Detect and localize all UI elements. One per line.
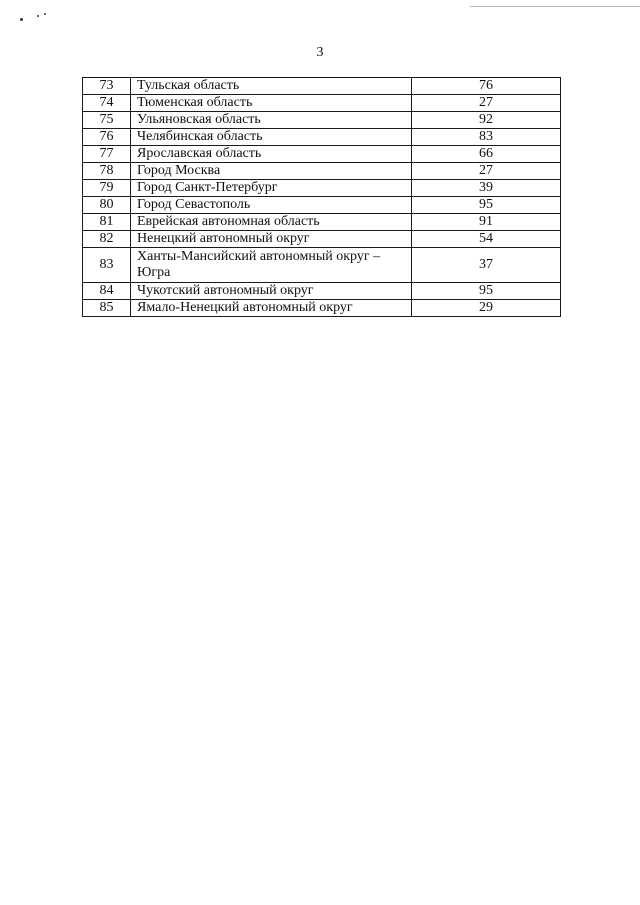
row-number: 82 bbox=[83, 231, 131, 248]
region-value: 91 bbox=[412, 214, 561, 231]
table-row bbox=[83, 248, 561, 283]
row-number: 74 bbox=[83, 95, 131, 112]
table-row bbox=[83, 214, 561, 231]
region-name: Город Москва bbox=[131, 163, 412, 180]
table-row bbox=[83, 197, 561, 214]
region-value: 27 bbox=[412, 163, 561, 180]
region-name: Челябинская область bbox=[131, 129, 412, 146]
region-name: Ненецкий автономный округ bbox=[131, 231, 412, 248]
row-number: 85 bbox=[83, 300, 131, 317]
region-value: 83 bbox=[412, 129, 561, 146]
table-row bbox=[83, 112, 561, 129]
page-number: 3 bbox=[316, 45, 324, 60]
table-row bbox=[83, 146, 561, 163]
table-row bbox=[83, 180, 561, 197]
row-number: 81 bbox=[83, 214, 131, 231]
scan-speck bbox=[20, 18, 23, 21]
row-number: 77 bbox=[83, 146, 131, 163]
region-name: Ямало-Ненецкий автономный округ bbox=[131, 300, 412, 317]
region-name: Тюменская область bbox=[131, 95, 412, 112]
region-name: Город Санкт-Петербург bbox=[131, 180, 412, 197]
region-name: Ярославская область bbox=[131, 146, 412, 163]
scan-speck bbox=[37, 15, 39, 17]
region-name: Еврейская автономная область bbox=[131, 214, 412, 231]
row-number: 78 bbox=[83, 163, 131, 180]
region-value: 92 bbox=[412, 112, 561, 129]
row-number: 83 bbox=[83, 248, 131, 283]
table-row bbox=[83, 163, 561, 180]
region-name: Город Севастополь bbox=[131, 197, 412, 214]
region-value: 76 bbox=[412, 78, 561, 95]
region-value: 54 bbox=[412, 231, 561, 248]
region-value: 95 bbox=[412, 197, 561, 214]
region-name: Ханты-Мансийский автономный округ – Югра bbox=[131, 248, 412, 283]
region-value: 27 bbox=[412, 95, 561, 112]
row-number: 84 bbox=[83, 283, 131, 300]
row-number: 75 bbox=[83, 112, 131, 129]
scan-edge-line bbox=[470, 6, 640, 7]
table-row bbox=[83, 231, 561, 248]
table-row bbox=[83, 300, 561, 317]
table-row bbox=[83, 78, 561, 95]
regions-table bbox=[82, 77, 561, 317]
region-value: 95 bbox=[412, 283, 561, 300]
region-name: Тульская область bbox=[131, 78, 412, 95]
table-row bbox=[83, 129, 561, 146]
region-value: 37 bbox=[412, 248, 561, 283]
row-number: 79 bbox=[83, 180, 131, 197]
region-value: 39 bbox=[412, 180, 561, 197]
region-name: Чукотский автономный округ bbox=[131, 283, 412, 300]
table-row bbox=[83, 283, 561, 300]
scan-speck bbox=[44, 13, 46, 15]
region-name: Ульяновская область bbox=[131, 112, 412, 129]
region-value: 29 bbox=[412, 300, 561, 317]
region-value: 66 bbox=[412, 146, 561, 163]
row-number: 80 bbox=[83, 197, 131, 214]
row-number: 73 bbox=[83, 78, 131, 95]
row-number: 76 bbox=[83, 129, 131, 146]
table-row bbox=[83, 95, 561, 112]
